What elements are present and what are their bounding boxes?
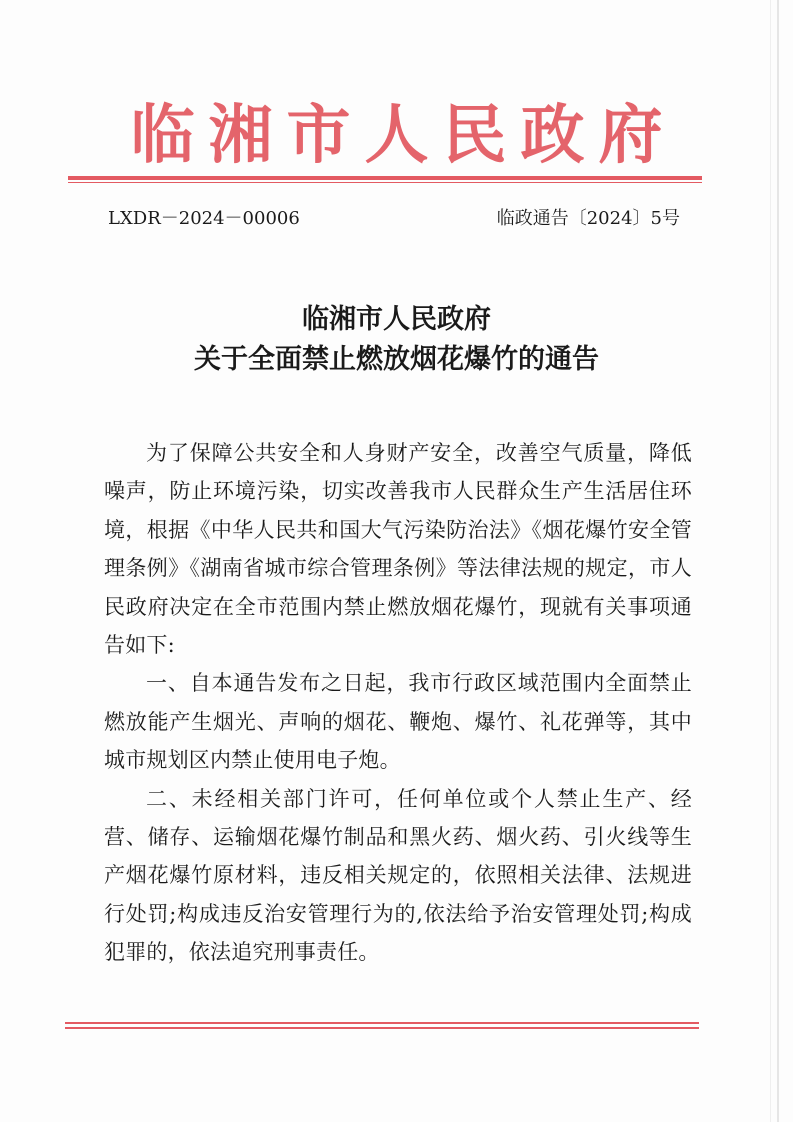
notice-title-line2: 关于全面禁止燃放烟花爆竹的通告 (194, 344, 599, 375)
masthead-divider (68, 176, 702, 183)
divider-line (65, 1022, 699, 1024)
divider-thick-line (68, 176, 702, 180)
masthead-title: 临湘市人民政府 (130, 99, 677, 173)
body-paragraph: 为了保障公共安全和人身财产安全，改善空气质量，降低噪声，防止环境污染，切实改善我市人民群众生产生活居住环境，根据《中华人民共和国大气污染防治法》《烟花爆竹安全管理条例》《湖南省城市综合管理条例》等法律法规的规定，市人民政府决定在全市范围内禁止燃放烟花爆竹，现就有关事项通告如下: (104, 441, 692, 658)
notice-body (104, 434, 692, 972)
footer-divider (65, 1022, 699, 1030)
divider-line (65, 1027, 699, 1029)
notice-title (0, 300, 793, 380)
document-number: 临政通告〔2024〕5号 (496, 208, 680, 229)
body-paragraph: 二、未经相关部门许可，任何单位或个人禁止生产、经营、储存、运输烟花爆竹制品和黑火药、烟火药、引火线等生产烟花爆竹原材料，违反相关规定的，依照相关法律、法规进行处罚;构成违反治安管理行为的,依法给予治安管理处罚;构成犯罪的，依法追究刑事责任。 (104, 786, 692, 965)
body-paragraph: 一、自本通告发布之日起，我市行政区域范围内全面禁止燃放能产生烟光、声响的烟花、鞭炮、爆竹、礼花弹等，其中城市规划区内禁止使用电子炮。 (104, 671, 692, 773)
divider-thin-line (68, 182, 702, 183)
notice-title-line1: 临湘市人民政府 (302, 304, 491, 335)
document-code: LXDR－2024－00006 (108, 208, 300, 229)
